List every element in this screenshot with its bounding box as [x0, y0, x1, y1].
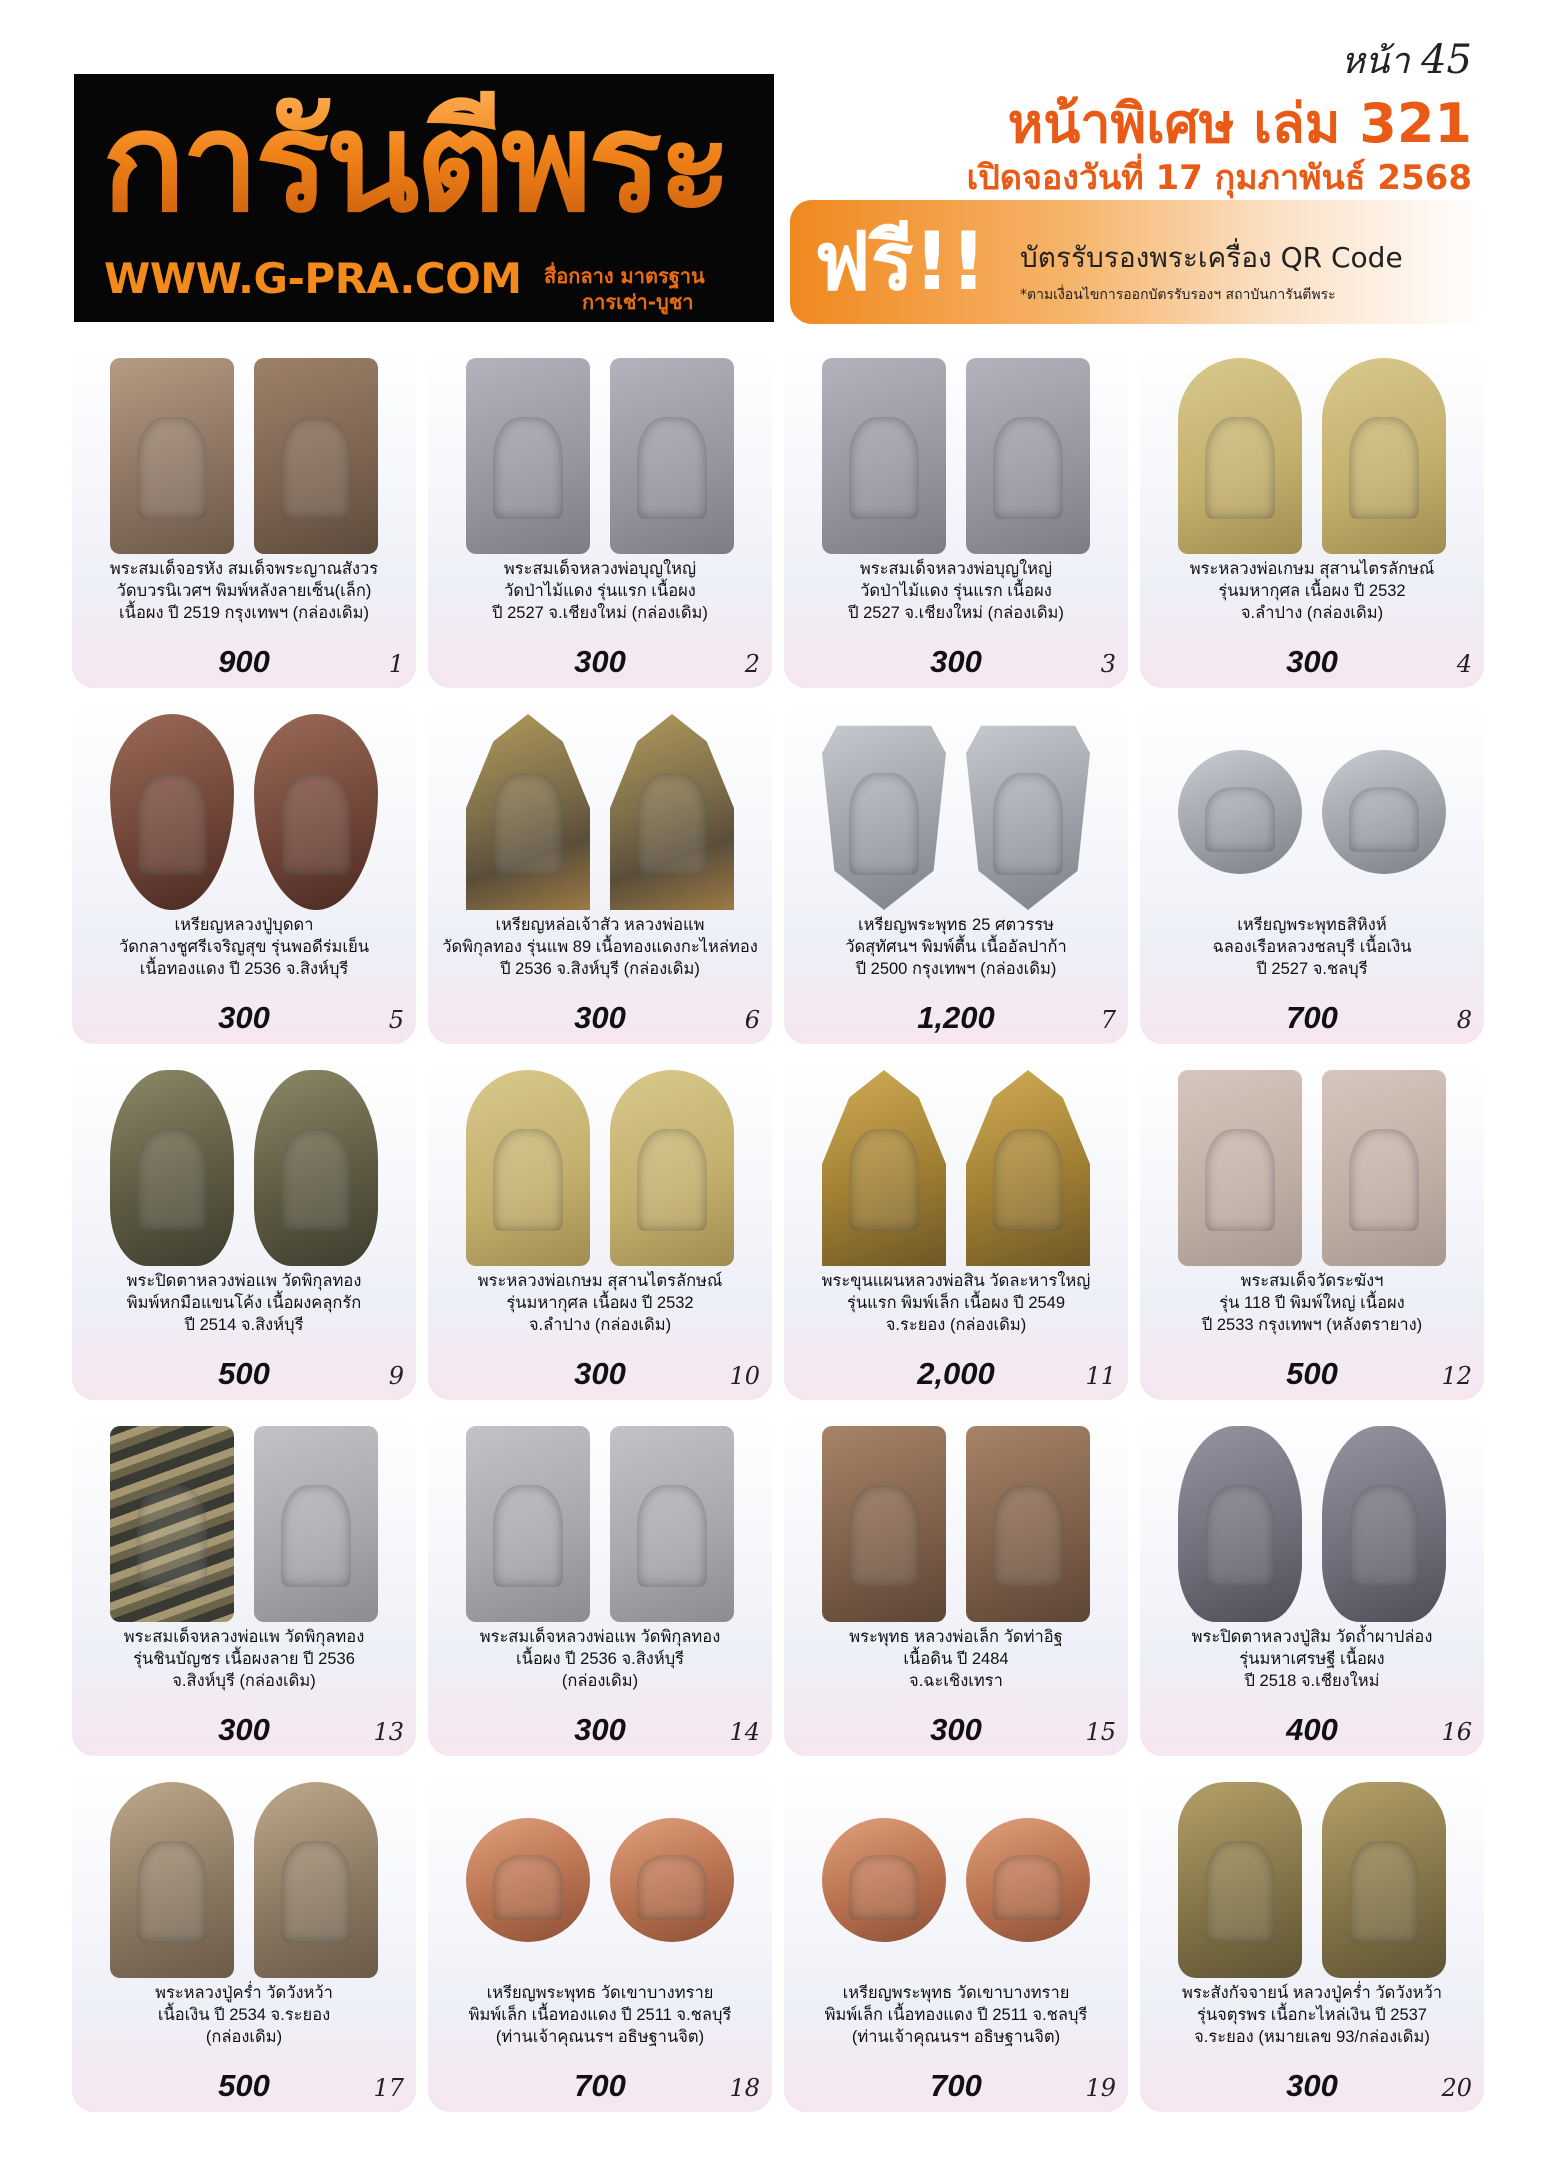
amulet-description-line: (กล่องเดิม): [205, 2028, 283, 2046]
amulet-description-line: รุ่น 118 ปี พิมพ์ใหญ่ เนื้อผง: [1219, 1294, 1405, 1312]
amulet-number: 2: [744, 650, 760, 678]
logo-title: การันตีพระ: [102, 78, 762, 248]
amulet-description-line: ปี 2527 จ.เชียงใหม่ (กล่องเดิม): [848, 604, 1064, 622]
amulet-description-line: พระปิดตาหลวงปู่สิม วัดถ้ำผาปล่อง: [1191, 1628, 1433, 1646]
amulet-description-line: รุ่นแรก พิมพ์เล็ก เนื้อผง ปี 2549: [846, 1294, 1066, 1312]
amulet-price: 300: [574, 1712, 626, 1747]
amulet-front-image: [1178, 358, 1302, 554]
amulet-price: 500: [1286, 1356, 1338, 1391]
amulet-back-image: [254, 1070, 378, 1266]
amulet-card-15[interactable]: [784, 1412, 1128, 1756]
amulet-description: [1148, 1270, 1476, 1336]
amulet-back-image: [254, 1782, 378, 1978]
amulet-front-image: [1178, 1070, 1302, 1266]
amulet-card-14[interactable]: [428, 1412, 772, 1756]
amulet-card-7[interactable]: [784, 700, 1128, 1044]
amulet-description-line: เนื้อดิน ปี 2484: [903, 1650, 1009, 1668]
amulet-description-line: เหรียญพระพุทธ วัดเขาบางทราย: [842, 1984, 1070, 2002]
amulet-photo: [428, 358, 772, 554]
amulet-back-image: [610, 1070, 734, 1266]
amulet-number: 9: [388, 1362, 404, 1390]
amulet-price: 300: [218, 1712, 270, 1747]
amulet-price: 300: [1286, 644, 1338, 679]
amulet-front-image: [466, 1426, 590, 1622]
amulet-description-line: จ.ระยอง (กล่องเดิม): [885, 1316, 1027, 1334]
amulet-photo: [72, 1782, 416, 1978]
amulet-front-image: [110, 1426, 234, 1622]
amulet-number: 12: [1441, 1362, 1472, 1390]
amulet-description: [80, 1982, 408, 2048]
amulet-number: 3: [1100, 650, 1116, 678]
amulet-price: 300: [218, 1000, 270, 1035]
free-note: *ตามเงื่อนไขการออกบัตรรับรองฯ สถาบันการันตีพระ: [1020, 287, 1336, 303]
amulet-photo: [784, 714, 1128, 910]
amulet-description-line: วัดป่าไม้แดง รุ่นแรก เนื้อผง: [504, 582, 696, 600]
amulet-description-line: เหรียญพระพุทธ วัดเขาบางทราย: [486, 1984, 714, 2002]
amulet-photo: [428, 714, 772, 910]
amulet-price: 2,000: [917, 1356, 995, 1391]
amulet-photo: [72, 1070, 416, 1266]
amulet-description: [792, 558, 1120, 624]
amulet-description-line: เนื้อเงิน ปี 2534 จ.ระยอง: [157, 2006, 331, 2024]
special-date: เปิดจองวันที่ 17 กุมภาพันธ์ 2568: [966, 158, 1472, 198]
amulet-description-line: พระสมเด็จหลวงพ่อบุญใหญ่: [859, 560, 1053, 578]
amulet-price: 400: [1286, 1712, 1338, 1747]
amulet-description-line: รุ่นชินบัญชร เนื้อผงลาย ปี 2536: [133, 1650, 355, 1668]
amulet-back-image: [966, 1070, 1090, 1266]
amulet-photo: [784, 1426, 1128, 1622]
amulet-front-image: [466, 1070, 590, 1266]
amulet-photo: [72, 1426, 416, 1622]
amulet-card-19[interactable]: [784, 1768, 1128, 2112]
amulet-description: [80, 1626, 408, 1692]
amulet-back-image: [966, 1818, 1090, 1942]
amulet-number: 14: [729, 1718, 760, 1746]
amulet-photo: [428, 1426, 772, 1622]
logo: [74, 74, 774, 322]
amulet-description: [792, 1626, 1120, 1692]
amulet-price: 300: [1286, 2068, 1338, 2103]
amulet-description: [436, 1270, 764, 1336]
amulet-description-line: จ.ลำปาง (กล่องเดิม): [1240, 604, 1384, 622]
amulet-description-line: ฉลองเรือหลวงชลบุรี เนื้อเงิน: [1212, 938, 1412, 956]
amulet-description-line: ปี 2536 จ.สิงห์บุรี (กล่องเดิม): [500, 960, 700, 978]
amulet-back-image: [1322, 750, 1446, 874]
amulet-price: 300: [574, 1356, 626, 1391]
amulet-photo: [1140, 1070, 1484, 1266]
amulet-back-image: [1322, 1782, 1446, 1978]
amulet-number: 20: [1441, 2074, 1472, 2102]
amulet-description-line: พิมพ์เล็ก เนื้อทองแดง ปี 2511 จ.ชลบุรี: [824, 2006, 1088, 2024]
amulet-number: 13: [373, 1718, 404, 1746]
amulet-back-image: [966, 1426, 1090, 1622]
amulet-description-line: ปี 2533 กรุงเทพฯ (หลังตรายาง): [1201, 1316, 1423, 1334]
amulet-front-image: [110, 358, 234, 554]
amulet-photo: [784, 358, 1128, 554]
amulet-description-line: รุ่นมหาเศรษฐี เนื้อผง: [1239, 1650, 1385, 1668]
amulet-description-line: เหรียญหล่อเจ้าสัว หลวงพ่อแพ: [495, 916, 705, 934]
amulet-price: 300: [930, 1712, 982, 1747]
special-title: หน้าพิเศษ เล่ม 321: [1007, 92, 1472, 155]
amulet-description-line: ปี 2518 จ.เชียงใหม่: [1244, 1672, 1380, 1690]
amulet-price: 900: [218, 644, 270, 679]
amulet-card-11[interactable]: [784, 1056, 1128, 1400]
amulet-card-9[interactable]: [72, 1056, 416, 1400]
amulet-description-line: พระสมเด็จหลวงพ่อแพ วัดพิกุลทอง: [479, 1628, 721, 1646]
amulet-number: 17: [373, 2074, 404, 2102]
free-heading: บัตรรับรองพระเครื่อง QR Code: [1020, 241, 1403, 274]
amulet-back-image: [610, 714, 734, 910]
amulet-front-image: [822, 358, 946, 554]
free-banner: [790, 200, 1486, 324]
amulet-photo: [428, 1782, 772, 1978]
amulet-description-line: วัดพิกุลทอง รุ่นแพ 89 เนื้อทองแดงกะไหล่ทอง: [442, 938, 758, 956]
amulet-price: 700: [1286, 1000, 1338, 1035]
amulet-front-image: [822, 714, 946, 910]
logo-slogan-1: สื่อกลาง มาตรฐาน: [544, 264, 705, 288]
amulet-description: [80, 914, 408, 980]
amulet-back-image: [610, 1426, 734, 1622]
amulet-back-image: [1322, 1426, 1446, 1622]
amulet-description: [436, 558, 764, 624]
amulet-front-image: [822, 1426, 946, 1622]
amulet-photo: [1140, 358, 1484, 554]
amulet-card-18[interactable]: [428, 1768, 772, 2112]
amulet-card-13[interactable]: [72, 1412, 416, 1756]
amulet-number: 18: [729, 2074, 760, 2102]
amulet-number: 6: [744, 1006, 760, 1034]
amulet-number: 1: [388, 650, 404, 678]
amulet-description-line: รุ่นมหากุศล เนื้อผง ปี 2532: [506, 1294, 694, 1312]
amulet-description: [1148, 1626, 1476, 1692]
amulet-photo: [1140, 1426, 1484, 1622]
amulet-photo: [1140, 714, 1484, 910]
amulet-description-line: ปี 2527 จ.ชลบุรี: [1256, 960, 1368, 978]
amulet-description-line: ปี 2527 จ.เชียงใหม่ (กล่องเดิม): [492, 604, 708, 622]
amulet-price: 700: [930, 2068, 982, 2103]
amulet-number: 19: [1085, 2074, 1116, 2102]
amulet-description-line: พิมพ์เล็ก เนื้อทองแดง ปี 2511 จ.ชลบุรี: [468, 2006, 732, 2024]
logo-url: WWW.G-PRA.COM: [104, 254, 522, 303]
amulet-back-image: [610, 358, 734, 554]
amulet-card-10[interactable]: [428, 1056, 772, 1400]
page-number-value: 45: [1421, 37, 1472, 83]
amulet-back-image: [254, 358, 378, 554]
amulet-description-line: วัดกลางชูศรีเจริญสุข รุ่นพอดีร่มเย็น: [118, 938, 370, 956]
amulet-description-line: จ.ระยอง (หมายเลข 93/กล่องเดิม): [1194, 2028, 1430, 2046]
free-text: ฟรี!!: [814, 215, 987, 308]
amulet-front-image: [466, 358, 590, 554]
amulet-photo: [784, 1070, 1128, 1266]
amulet-card-5[interactable]: [72, 700, 416, 1044]
amulet-front-image: [110, 1070, 234, 1266]
amulet-price: 500: [218, 2068, 270, 2103]
amulet-back-image: [966, 358, 1090, 554]
amulet-back-image: [254, 1426, 378, 1622]
amulet-front-image: [466, 1818, 590, 1942]
amulet-description: [436, 1982, 764, 2048]
amulet-photo: [72, 358, 416, 554]
amulet-card-6[interactable]: [428, 700, 772, 1044]
amulet-back-image: [1322, 358, 1446, 554]
amulet-description-line: เนื้อผง ปี 2519 กรุงเทพฯ (กล่องเดิม): [119, 604, 369, 622]
amulet-description: [1148, 558, 1476, 624]
amulet-description-line: ปี 2500 กรุงเทพฯ (กล่องเดิม): [855, 960, 1057, 978]
amulet-price: 1,200: [917, 1000, 995, 1035]
amulet-description-line: พิมพ์หกมือแขนโค้ง เนื้อผงคลุกรัก: [126, 1294, 362, 1312]
amulet-back-image: [1322, 1070, 1446, 1266]
amulet-number: 8: [1456, 1006, 1472, 1034]
amulet-description-line: เหรียญพระพุทธ 25 ศตวรรษ: [857, 916, 1055, 934]
amulet-description: [436, 1626, 764, 1692]
logo-slogan-2: การเช่า-บูชา: [582, 290, 694, 314]
amulet-description-line: เนื้อผง ปี 2536 จ.สิงห์บุรี: [515, 1650, 685, 1668]
amulet-description-line: รุ่นมหากุศล เนื้อผง ปี 2532: [1218, 582, 1406, 600]
amulet-description-line: เหรียญพระพุทธสิหิงห์: [1237, 916, 1387, 934]
amulet-description-line: พระพุทธ หลวงพ่อเล็ก วัดท่าอิฐ: [849, 1628, 1063, 1646]
amulet-price: 300: [574, 1000, 626, 1035]
amulet-price: 500: [218, 1356, 270, 1391]
amulet-price: 700: [574, 2068, 626, 2103]
amulet-description: [792, 1982, 1120, 2048]
amulet-description-line: วัดสุทัศนฯ พิมพ์ตื้น เนื้ออัลปาก้า: [845, 938, 1067, 956]
amulet-back-image: [966, 714, 1090, 910]
amulet-description: [1148, 914, 1476, 980]
amulet-front-image: [1178, 750, 1302, 874]
amulet-description-line: พระสังกัจจายน์ หลวงปู่คร่ำ วัดวังหว้า: [1181, 1984, 1443, 2002]
amulet-number: 16: [1441, 1718, 1472, 1746]
amulet-front-image: [1178, 1782, 1302, 1978]
amulet-description: [80, 1270, 408, 1336]
amulet-card-3[interactable]: [784, 344, 1128, 688]
amulet-description-line: พระหลวงพ่อเกษม สุสานไตรลักษณ์: [477, 1272, 723, 1290]
amulet-card-1[interactable]: [72, 344, 416, 688]
amulet-card-2[interactable]: [428, 344, 772, 688]
amulet-description-line: พระหลวงปู่คร่ำ วัดวังหว้า: [155, 1984, 333, 2002]
amulet-description: [1148, 1982, 1476, 2048]
amulet-card-4[interactable]: [1140, 344, 1484, 688]
amulet-description: [792, 914, 1120, 980]
amulet-price: 300: [930, 644, 982, 679]
amulet-front-image: [822, 1070, 946, 1266]
amulet-front-image: [1178, 1426, 1302, 1622]
amulet-photo: [784, 1782, 1128, 1978]
amulet-description-line: พระขุนแผนหลวงพ่อสิน วัดละหารใหญ่: [821, 1272, 1091, 1290]
amulet-description-line: วัดบวรนิเวศฯ พิมพ์หลังลายเซ็น(เล็ก): [116, 582, 372, 600]
amulet-description-line: พระสมเด็จวัดระฆังฯ: [1240, 1272, 1384, 1290]
amulet-number: 4: [1456, 650, 1472, 678]
amulet-number: 15: [1085, 1718, 1116, 1746]
amulet-photo: [1140, 1782, 1484, 1978]
amulet-description-line: จ.ลำปาง (กล่องเดิม): [528, 1316, 672, 1334]
amulet-card-20[interactable]: [1140, 1768, 1484, 2112]
amulet-description-line: พระหลวงพ่อเกษม สุสานไตรลักษณ์: [1189, 560, 1435, 578]
amulet-description-line: (กล่องเดิม): [561, 1672, 639, 1690]
amulet-back-image: [610, 1818, 734, 1942]
amulet-back-image: [254, 714, 378, 910]
amulet-number: 7: [1100, 1006, 1116, 1034]
amulet-description-line: จ.ฉะเชิงเทรา: [909, 1672, 1003, 1690]
amulet-description-line: (ท่านเจ้าคุณนรฯ อธิษฐานจิต): [495, 2028, 705, 2046]
amulet-number: 5: [388, 1006, 404, 1034]
page-label: หน้า: [1341, 41, 1410, 82]
amulet-front-image: [110, 714, 234, 910]
amulet-front-image: [466, 714, 590, 910]
amulet-description-line: พระสมเด็จอรหัง สมเด็จพระญาณสังวร: [109, 560, 379, 578]
amulet-description-line: เนื้อทองแดง ปี 2536 จ.สิงห์บุรี: [139, 960, 349, 978]
amulet-description-line: จ.สิงห์บุรี (กล่องเดิม): [172, 1672, 316, 1690]
amulet-description: [792, 1270, 1120, 1336]
amulet-description-line: (ท่านเจ้าคุณนรฯ อธิษฐานจิต): [851, 2028, 1061, 2046]
amulet-description-line: พระสมเด็จหลวงพ่อแพ วัดพิกุลทอง: [123, 1628, 365, 1646]
amulet-photo: [428, 1070, 772, 1266]
amulet-front-image: [822, 1818, 946, 1942]
amulet-description-line: รุ่นจตุรพร เนื้อกะไหล่เงิน ปี 2537: [1196, 2006, 1427, 2024]
amulet-card-8[interactable]: [1140, 700, 1484, 1044]
amulet-price: 300: [574, 644, 626, 679]
amulet-description-line: พระปิดตาหลวงพ่อแพ วัดพิกุลทอง: [126, 1272, 362, 1290]
amulet-description-line: พระสมเด็จหลวงพ่อบุญใหญ่: [503, 560, 697, 578]
amulet-number: 11: [1085, 1362, 1116, 1390]
amulet-description: [436, 914, 764, 980]
amulet-number: 10: [729, 1362, 760, 1390]
amulet-description-line: เหรียญหลวงปู่บุดดา: [174, 916, 314, 934]
amulet-card-12[interactable]: [1140, 1056, 1484, 1400]
amulet-photo: [72, 714, 416, 910]
amulet-description: [80, 558, 408, 624]
amulet-card-16[interactable]: [1140, 1412, 1484, 1756]
amulet-front-image: [110, 1782, 234, 1978]
amulet-description-line: วัดป่าไม้แดง รุ่นแรก เนื้อผง: [860, 582, 1052, 600]
amulet-card-17[interactable]: [72, 1768, 416, 2112]
amulet-description-line: ปี 2514 จ.สิงห์บุรี: [184, 1316, 304, 1334]
